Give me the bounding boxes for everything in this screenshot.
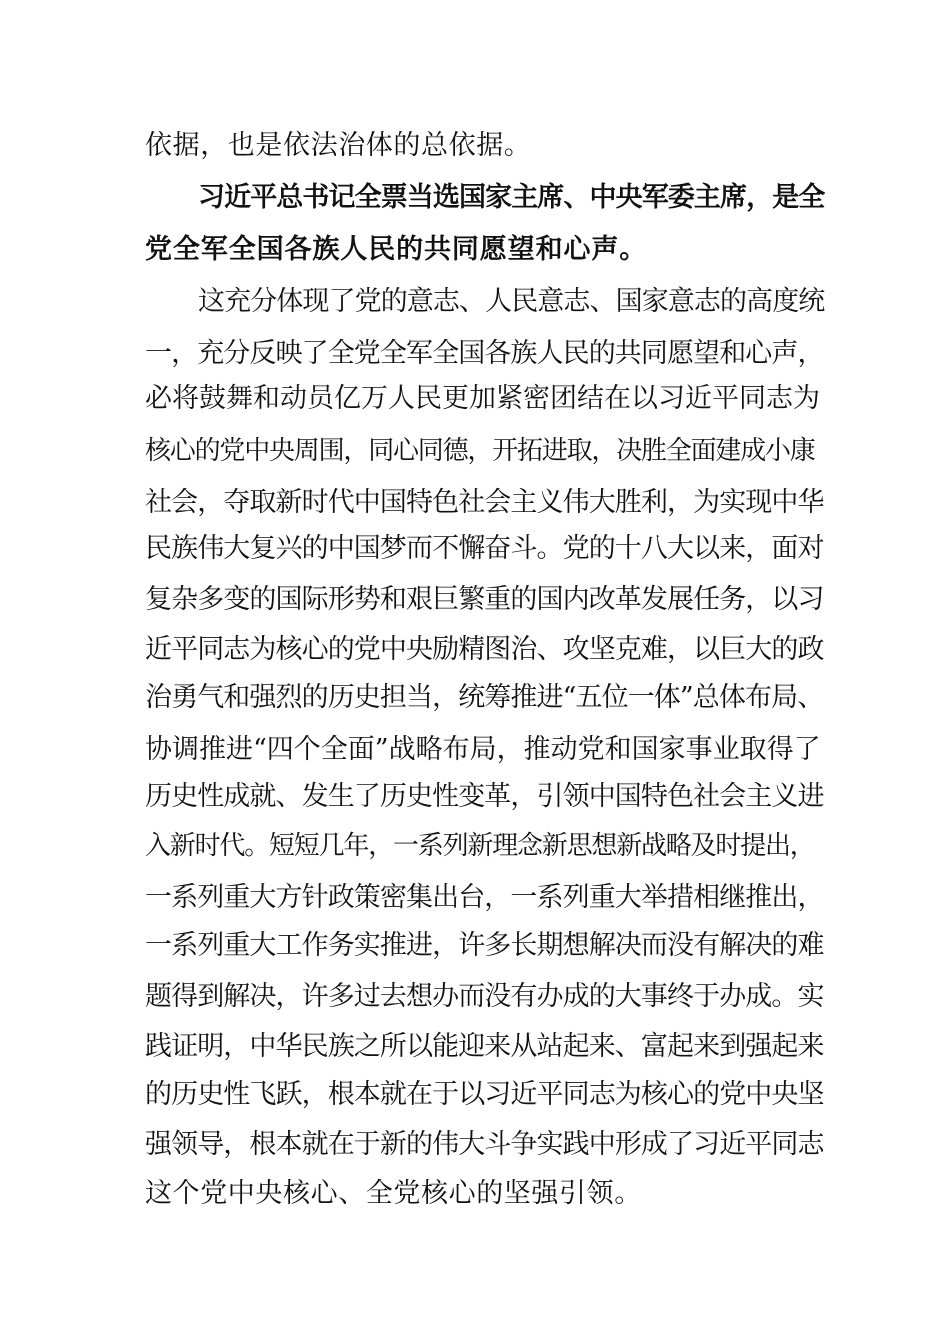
bold-heading-line: 党全军全国各族人民的共同愿望和心声。 bbox=[145, 234, 648, 265]
text-line: 治勇气和强烈的历史担当，统筹推进“五位一体”总体布局、 bbox=[145, 682, 824, 713]
text-line: 民族伟大复兴的中国梦而不懈奋斗。党的十八大以来，面对 bbox=[145, 533, 824, 564]
text-line: 入新时代。短短几年，一系列新理念新思想新战略及时提出， bbox=[145, 831, 815, 861]
text-line: 践证明，中华民族之所以能迎来从站起来、富起来到强起来 bbox=[145, 1031, 824, 1062]
text-line: 必将鼓舞和动员亿万人民更加紧密团结在以习近平同志为 bbox=[145, 383, 820, 414]
text-line: 社会，夺取新时代中国特色社会主义伟大胜利，为实现中华 bbox=[145, 487, 824, 518]
bold-heading-line: 习近平总书记全票当选国家主席、中央军委主席，是全 bbox=[198, 182, 825, 213]
text-line: 题得到解决，许多过去想办而没有办成的大事终于办成。实 bbox=[145, 981, 824, 1012]
text-line: 依据，也是依法治体的总依据。 bbox=[145, 130, 532, 161]
text-line: 一系列重大工作务实推进，许多长期想解决而没有解决的难 bbox=[145, 930, 824, 961]
text-line: 这充分体现了党的意志、人民意志、国家意志的高度统 bbox=[198, 286, 825, 317]
text-line: 近平同志为核心的党中央励精图治、攻坚克难，以巨大的政 bbox=[145, 634, 824, 665]
text-line: 复杂多变的国际形势和艰巨繁重的国内改革发展任务，以习 bbox=[145, 584, 824, 615]
text-line: 协调推进“四个全面”战略布局，推动党和国家事业取得了 bbox=[145, 734, 821, 765]
text-line: 核心的党中央周围，同心同德，开拓进取，决胜全面建成小康 bbox=[145, 436, 815, 466]
text-line: 历史性成就、发生了历史性变革，引领中国特色社会主义进 bbox=[145, 781, 824, 812]
text-line: 一系列重大方针政策密集出台，一系列重大举措相继推出， bbox=[145, 882, 824, 913]
text-line: 强领导，根本就在于新的伟大斗争实践中形成了习近平同志 bbox=[145, 1129, 824, 1160]
text-line: 一，充分反映了全党全军全国各族人民的共同愿望和心声， bbox=[145, 338, 824, 369]
text-line: 的历史性飞跃，根本就在于以习近平同志为核心的党中央坚 bbox=[145, 1079, 824, 1110]
text-line: 这个党中央核心、全党核心的坚强引领。 bbox=[145, 1178, 642, 1209]
